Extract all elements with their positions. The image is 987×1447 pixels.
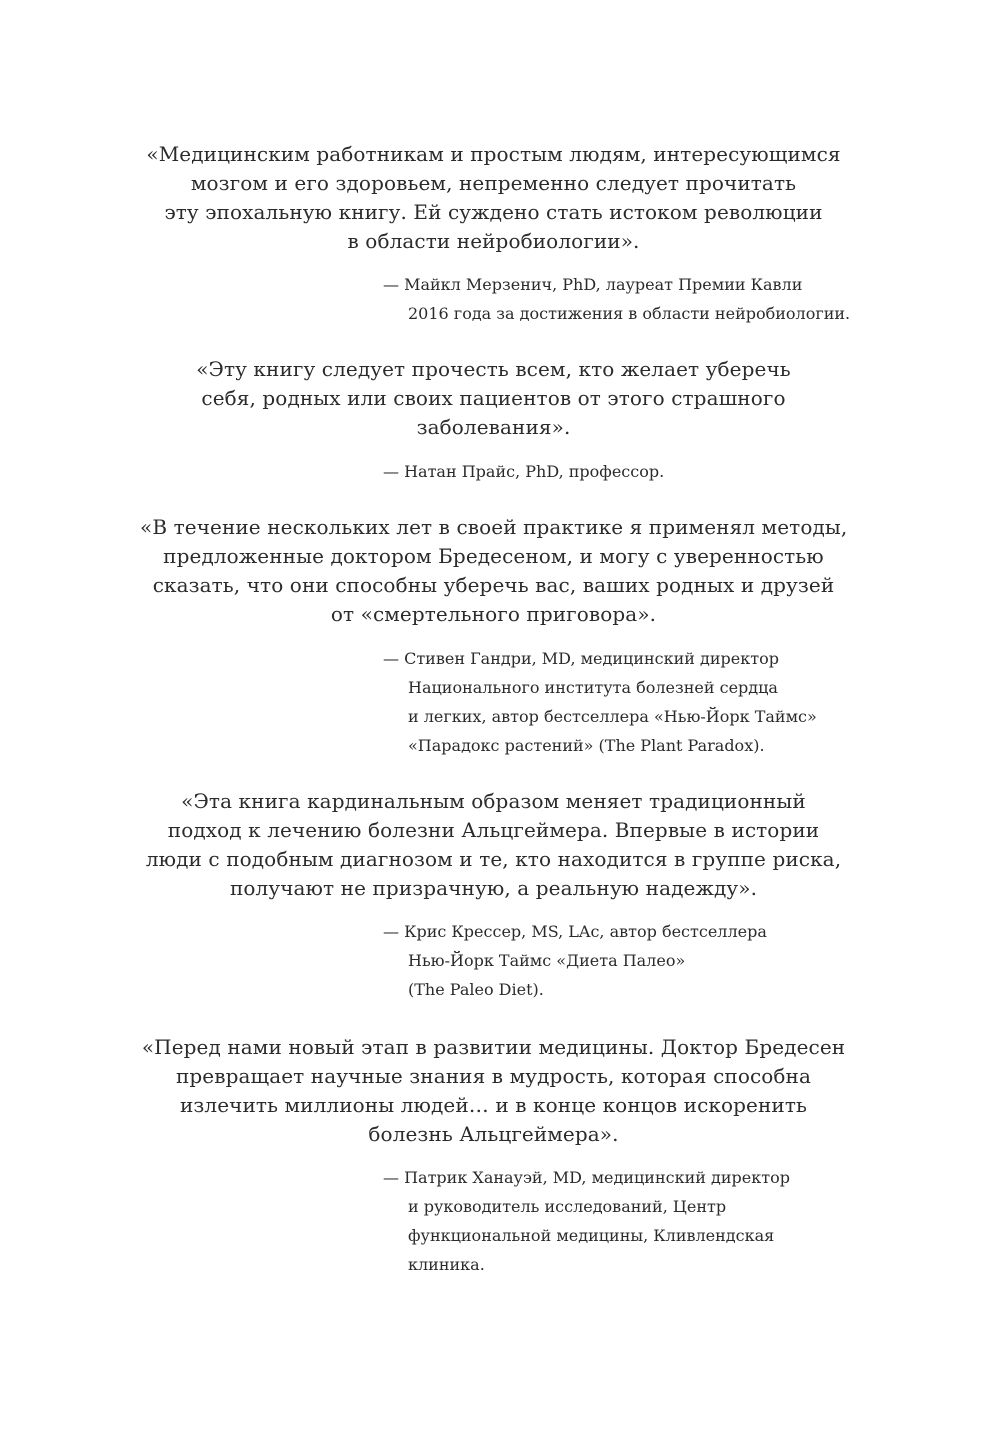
- quote-line: получают не призрачную, а реальную надежду».: [229, 876, 758, 900]
- quote-line: «Эту книгу следует прочесть всем, кто желает уберечь: [196, 357, 791, 381]
- quote-line: излечить миллионы людей… и в конце концов искоренить: [179, 1093, 808, 1117]
- quote-line: сказать, что они способны уберечь вас, ваших родных и друзей: [152, 573, 835, 597]
- attribution-line: клиника.: [408, 1255, 485, 1274]
- quote-line: себя, родных или своих пациентов от этого страшного: [201, 386, 786, 410]
- testimonial-attribution: [383, 1163, 903, 1279]
- quote-line: «В течение нескольких лет в своей практике я применял методы,: [140, 515, 848, 539]
- attribution-line: и легких, автор бестселлера «Нью-Йорк Таймс»: [408, 707, 817, 726]
- attribution-line: — Майкл Мерзенич, PhD, лауреат Премии Кавли: [383, 275, 803, 294]
- quote-line: заболевания».: [416, 415, 571, 439]
- quote-line: предложенные доктором Бредесеном, и могу с уверенностью: [163, 544, 824, 568]
- quote-line: в области нейробиологии».: [347, 229, 640, 253]
- attribution-line: «Парадокс растений» (The Plant Paradox).: [408, 736, 765, 755]
- testimonial-quote: [140, 513, 847, 629]
- testimonial-quote: [140, 787, 847, 903]
- quote-line: от «смертельного приговора».: [330, 602, 657, 626]
- testimonial-attribution: [383, 457, 903, 486]
- attribution-line: (The Paleo Diet).: [408, 980, 544, 999]
- quote-line: мозгом и его здоровьем, непременно следует прочитать: [190, 171, 797, 195]
- quote-line: превращает научные знания в мудрость, которая способна: [175, 1064, 812, 1088]
- attribution-line: Нью-Йорк Таймс «Диета Палео»: [408, 951, 686, 970]
- attribution-line: 2016 года за достижения в области нейробиологии.: [408, 304, 851, 323]
- quote-line: «Перед нами новый этап в развитии медицины. Доктор Бредесен: [141, 1035, 846, 1059]
- testimonial-attribution: [383, 644, 903, 760]
- quote-line: эту эпохальную книгу. Ей суждено стать истоком революции: [164, 200, 823, 224]
- attribution-line: — Крис Крессер, MS, LAc, автор бестселлера: [383, 922, 767, 941]
- quote-line: люди с подобным диагнозом и те, кто находится в группе риска,: [145, 847, 842, 871]
- testimonial-quote: [140, 1033, 847, 1149]
- testimonial-attribution: [383, 917, 903, 1004]
- attribution-line: — Стивен Гандри, MD, медицинский директор: [383, 649, 779, 668]
- testimonial-quote: [140, 355, 847, 442]
- quote-line: «Медицинским работникам и простым людям, интересующимся: [146, 142, 841, 166]
- testimonial-quote: [140, 140, 847, 256]
- testimonial-attribution: [383, 270, 903, 328]
- attribution-line: — Патрик Ханауэй, MD, медицинский директор: [383, 1168, 790, 1187]
- attribution-line: — Натан Прайс, PhD, профессор.: [383, 462, 665, 481]
- quote-line: болезнь Альцгеймера».: [368, 1122, 619, 1146]
- attribution-line: Национального института болезней сердца: [408, 678, 778, 697]
- quote-line: «Эта книга кардинальным образом меняет традиционный: [181, 789, 806, 813]
- quote-line: подход к лечению болезни Альцгеймера. Впервые в истории: [167, 818, 820, 842]
- attribution-line: и руководитель исследований, Центр: [408, 1197, 727, 1216]
- attribution-line: функциональной медицины, Кливлендская: [408, 1226, 775, 1245]
